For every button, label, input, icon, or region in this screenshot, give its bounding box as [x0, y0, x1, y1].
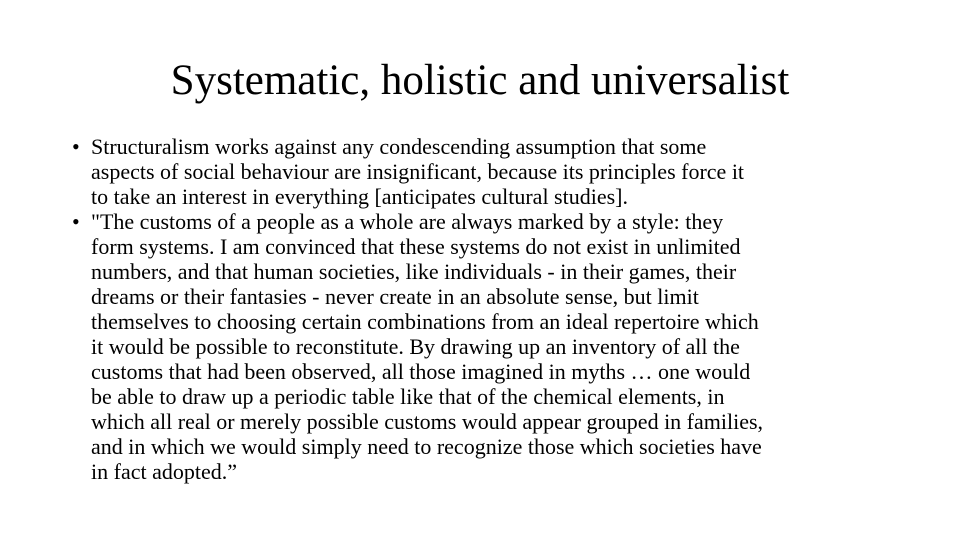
- bullet-text-line: dreams or their fantasies - never create in an absolute sense, but limit: [91, 284, 699, 309]
- bullet-text-line: customs that had been observed, all those imagined in myths … one would: [91, 359, 751, 384]
- bullet-text-line: "The customs of a people as a whole are always marked by a style: they: [91, 209, 724, 234]
- bullet-text-line: be able to draw up a periodic table like that of the chemical elements, in: [91, 384, 725, 409]
- bullet-item-structuralism: [72, 134, 902, 209]
- bullet-text-line: form systems. I am convinced that these systems do not exist in unlimited: [91, 234, 741, 259]
- bullet-text-line: and in which we would simply need to recognize those which societies have: [91, 434, 762, 459]
- bullet-text-line: in fact adopted.”: [91, 459, 237, 484]
- bullet-icon: •: [72, 134, 80, 159]
- bullet-text-line: which all real or merely possible customs would appear grouped in families,: [91, 409, 764, 434]
- bullet-text-line: themselves to choosing certain combinations from an ideal repertoire which: [91, 309, 759, 334]
- bullet-text-line: to take an interest in everything [anticipates cultural studies].: [91, 184, 628, 209]
- bullet-text-line: Structuralism works against any condescending assumption that some: [91, 134, 707, 159]
- bullet-icon: •: [72, 209, 80, 234]
- bullet-list: [72, 134, 902, 484]
- bullet-item-quote: [72, 209, 902, 484]
- bullet-text-line: aspects of social behaviour are insignificant, because its principles force it: [91, 159, 745, 184]
- bullet-text-line: numbers, and that human societies, like individuals - in their games, their: [91, 259, 737, 284]
- slide-title: Systematic, holistic and universalist: [170, 57, 790, 104]
- bullet-text-line: it would be possible to reconstitute. By drawing up an inventory of all the: [91, 334, 740, 359]
